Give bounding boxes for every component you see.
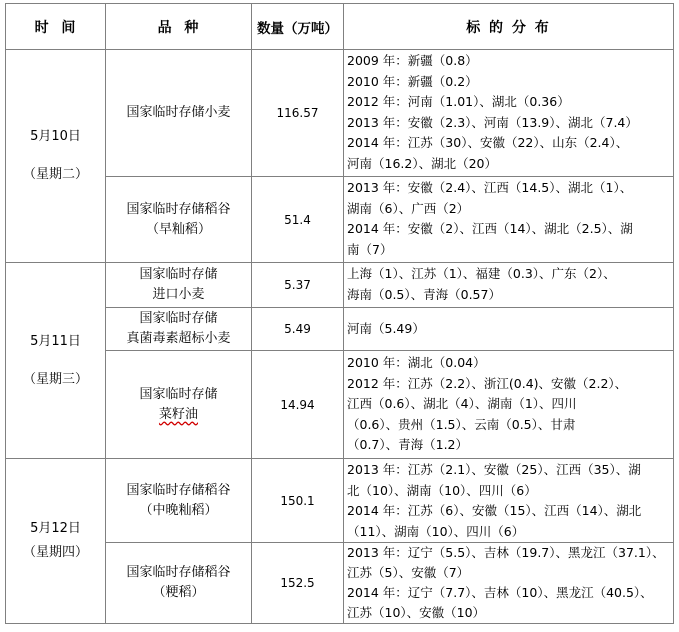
- header-distribution: 标 的 分 布: [466, 19, 551, 36]
- header-time: 时 间: [34, 19, 77, 36]
- distribution-cell: 上海（1）、江苏（1）、福建（0.3）、广东（2）、 海南（0.5）、青海（0.57）: [347, 266, 616, 302]
- distribution-cell: 2013 年：辽宁（5.5）、吉林（19.7）、黑龙江（37.1）、 江苏（5）、安徽（7） 2014 年：辽宁（7.7）、吉林（10）、黑龙江（40.5）、 江苏（10）、安徽（10）: [347, 545, 665, 620]
- date-cell: [6, 459, 105, 623]
- date-label: 5月10日: [30, 129, 81, 144]
- date-label: 5月12日: [30, 521, 81, 536]
- distribution-cell: 2013 年：江苏（2.1）、安徽（25）、江西（35）、湖 北（10）、湖南（10）、四川（6） 2014 年：江苏（6）、安徽（15）、江西（14）、湖北 （11）、湖南（10）、四川（6）: [347, 462, 642, 539]
- date-cell: [6, 50, 105, 262]
- distribution-cell: 2010 年：湖北（0.04） 2012 年：江苏（2.2）、浙江(0.4)、安徽（2.2）、 江西（0.6）、湖北（4）、湖南（1）、四川 （0.6）、贵州（1.5）、云南（0.5）、甘肃 （0.7）、青海（1.2）: [347, 355, 628, 453]
- variety-cell: 国家临时存储稻谷 （粳稻）: [126, 565, 231, 600]
- variety-cell: 国家临时存储 进口小麦: [139, 267, 218, 302]
- weekday-label: （星期四）: [22, 545, 88, 560]
- variety-cell: 国家临时存储小麦: [126, 105, 231, 120]
- distribution-cell: 2009 年：新疆（0.8） 2010 年：新疆（0.2） 2012 年：河南（1.01）、湖北（0.36） 2013 年：安徽（2.3）、河南（13.9）、湖北（7.4） 2014 年：江苏（30）、安徽（22）、山东（2.4）、 河南（16.2）、湖北（20）: [347, 53, 638, 171]
- variety-cell: 国家临时存储稻谷 （中晚籼稻）: [126, 482, 231, 518]
- header-variety: 品 种: [157, 19, 200, 36]
- quantity-cell: 116.57: [276, 106, 319, 120]
- quantity-cell: 5.37: [284, 278, 311, 292]
- variety-cell: 国家临时存储稻谷 （早籼稻）: [126, 201, 231, 237]
- distribution-cell: 2013 年：安徽（2.4）、江西（14.5）、湖北（1）、 湖南（6）、广西（2） 2014 年：安徽（2）、江西（14）、湖北（2.5）、湖 南（7）: [347, 180, 633, 257]
- quantity-cell: 152.5: [280, 576, 315, 590]
- distribution-cell: 河南（5.49）: [347, 320, 425, 336]
- auction-schedule-table: [5, 3, 674, 624]
- date-cell: [6, 263, 105, 458]
- spellcheck-underlined-text: 菜籽油: [158, 406, 198, 422]
- weekday-label: （星期三）: [22, 371, 88, 387]
- quantity-cell: 51.4: [284, 212, 311, 227]
- quantity-cell: 14.94: [280, 397, 315, 412]
- date-label: 5月11日: [30, 333, 81, 349]
- quantity-cell: 5.49: [284, 322, 311, 336]
- grid-line: [673, 3, 674, 624]
- quantity-cell: 150.1: [280, 493, 315, 508]
- variety-cell: 国家临时存储 菜籽油: [106, 351, 251, 458]
- weekday-label: （星期二）: [22, 167, 88, 182]
- header-quantity: 数量（万吨）: [257, 20, 338, 37]
- variety-cell: 国家临时存储 真菌毒素超标小麦: [126, 311, 231, 346]
